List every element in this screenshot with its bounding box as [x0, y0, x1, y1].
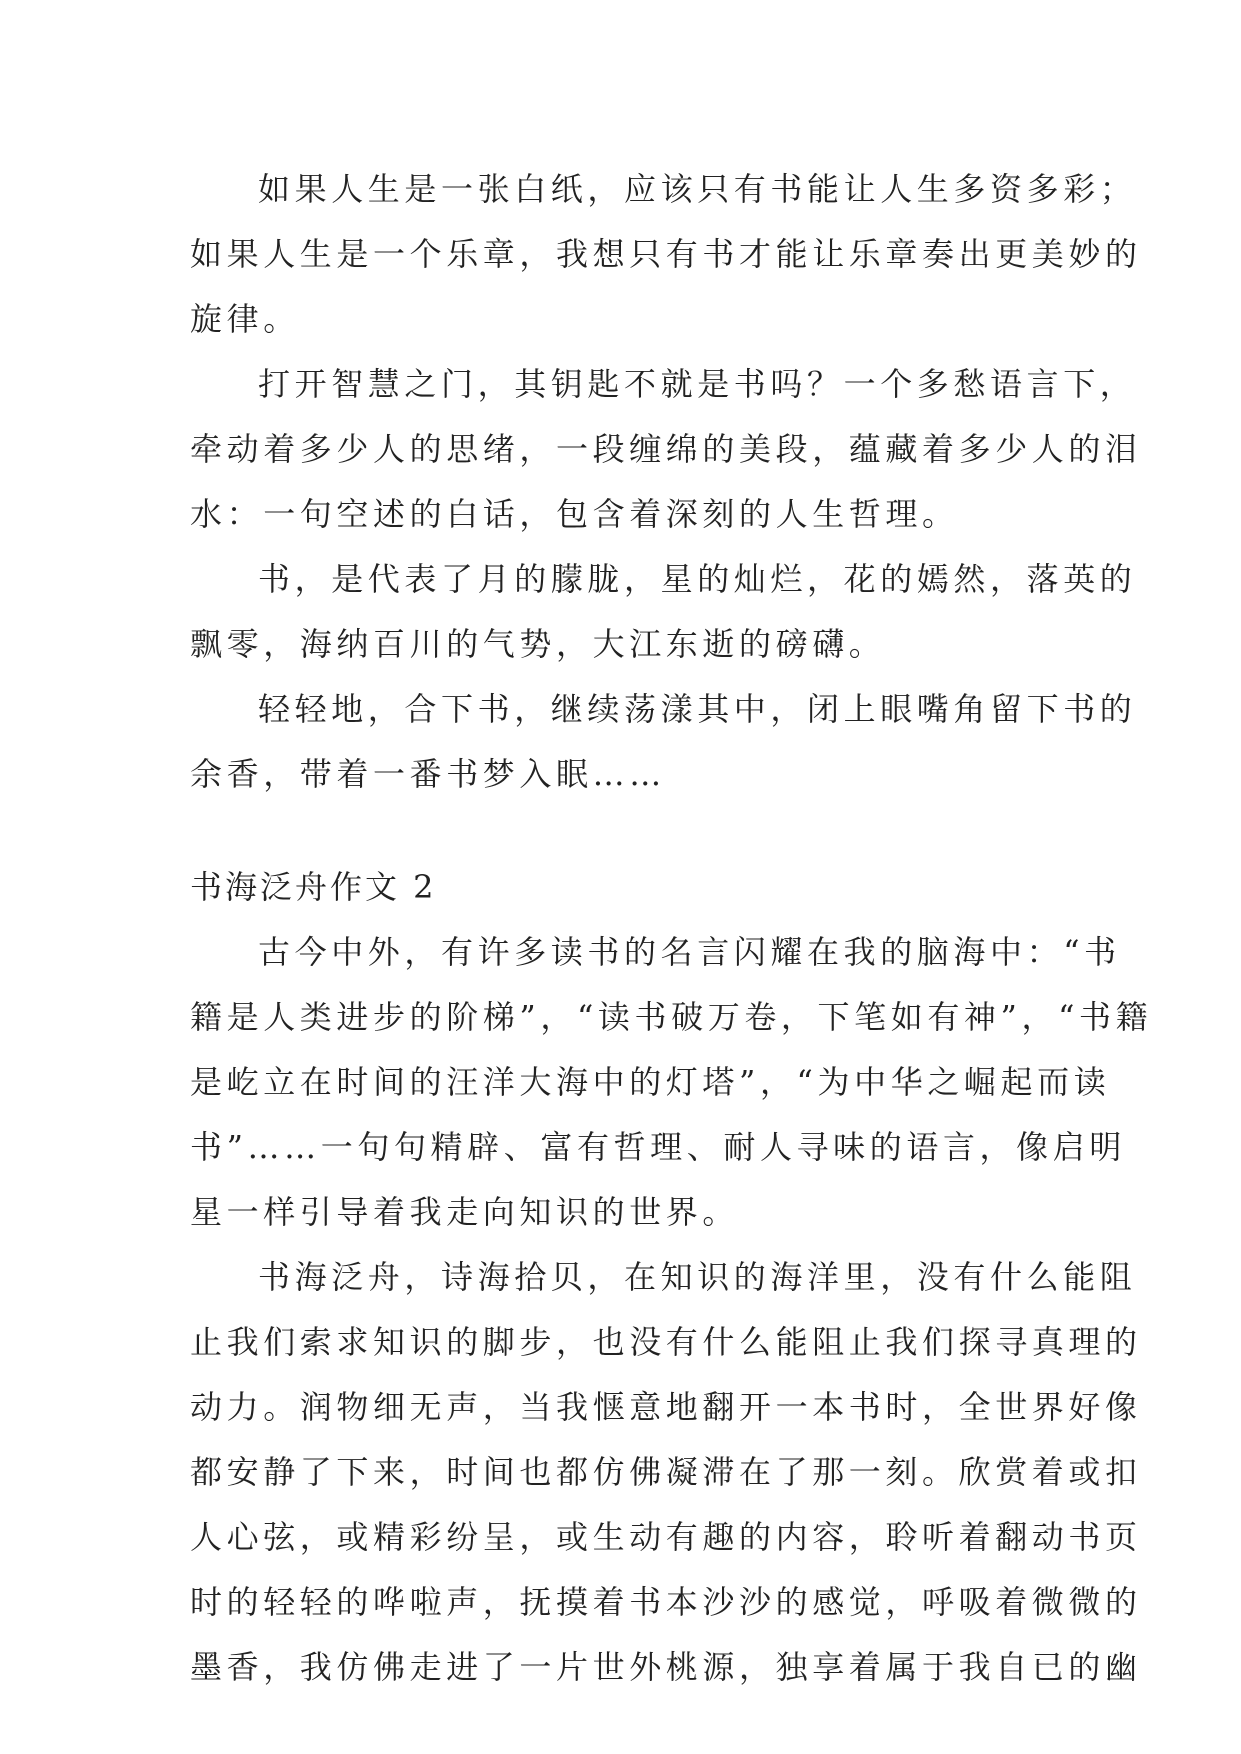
paragraph-line: 止我们索求知识的脚步，也没有什么能阻止我们探寻真理的	[190, 1323, 1142, 1361]
paragraph	[190, 157, 1142, 352]
paragraph-line: 书，是代表了月的朦胧，星的灿烂，花的嫣然，落英的	[258, 560, 1137, 598]
paragraph-line: 如果人生是一张白纸，应该只有书能让人生多资多彩；	[258, 170, 1137, 208]
paragraph-line: 人心弦，或精彩纷呈，或生动有趣的内容，聆听着翻动书页	[190, 1518, 1142, 1556]
paragraph-line: 古今中外，有许多读书的名言闪耀在我的脑海中：“书	[258, 933, 1121, 971]
paragraph	[190, 547, 1137, 677]
paragraph-line: 余香，带着一番书梦入眠……	[190, 755, 666, 793]
paragraph-line: 都安静了下来，时间也都仿佛凝滞在了那一刻。欣赏着或扣	[190, 1453, 1142, 1491]
paragraph-line: 星一样引导着我走向知识的世界。	[190, 1193, 740, 1231]
document-body	[190, 157, 1153, 1700]
paragraph-line: 是屹立在时间的汪洋大海中的灯塔”，“为中华之崛起而读	[190, 1063, 1111, 1101]
paragraph-line: 书海泛舟，诗海拾贝，在知识的海洋里，没有什么能阻	[258, 1258, 1137, 1296]
paragraph-line: 如果人生是一个乐章，我想只有书才能让乐章奏出更美妙的	[190, 235, 1142, 273]
paragraph	[190, 352, 1142, 547]
paragraph-line: 轻轻地，合下书，继续荡漾其中，闭上眼嘴角留下书的	[258, 690, 1137, 728]
paragraph-line: 打开智慧之门，其钥匙不就是书吗？一个多愁语言下，	[258, 365, 1137, 403]
paragraph-line: 时的轻轻的哗啦声，抚摸着书本沙沙的感觉，呼吸着微微的	[190, 1583, 1142, 1621]
paragraph-line: 动力。润物细无声，当我惬意地翻开一本书时，全世界好像	[190, 1388, 1142, 1426]
paragraph	[190, 1245, 1142, 1700]
paragraph-line: 籍是人类进步的阶梯”，“读书破万卷，下笔如有神”，“书籍	[190, 998, 1153, 1036]
paragraph-line: 旋律。	[190, 300, 300, 338]
paragraph	[190, 677, 1137, 807]
paragraph-line: 水：一句空述的白话，包含着深刻的人生哲理。	[190, 495, 959, 533]
section-heading: 书海泛舟作文 2	[190, 868, 437, 906]
paragraph-line: 飘零，海纳百川的气势，大江东逝的磅礴。	[190, 625, 886, 663]
paragraph-line: 书”……一句句精辟、富有哲理、耐人寻味的语言，像启明	[190, 1128, 1126, 1166]
paragraph-line: 牵动着多少人的思绪，一段缠绵的美段，蕴藏着多少人的泪	[190, 430, 1142, 468]
paragraph-line: 墨香，我仿佛走进了一片世外桃源，独享着属于我自已的幽	[190, 1648, 1142, 1686]
paragraph	[190, 920, 1153, 1245]
section-gap	[190, 807, 1060, 855]
